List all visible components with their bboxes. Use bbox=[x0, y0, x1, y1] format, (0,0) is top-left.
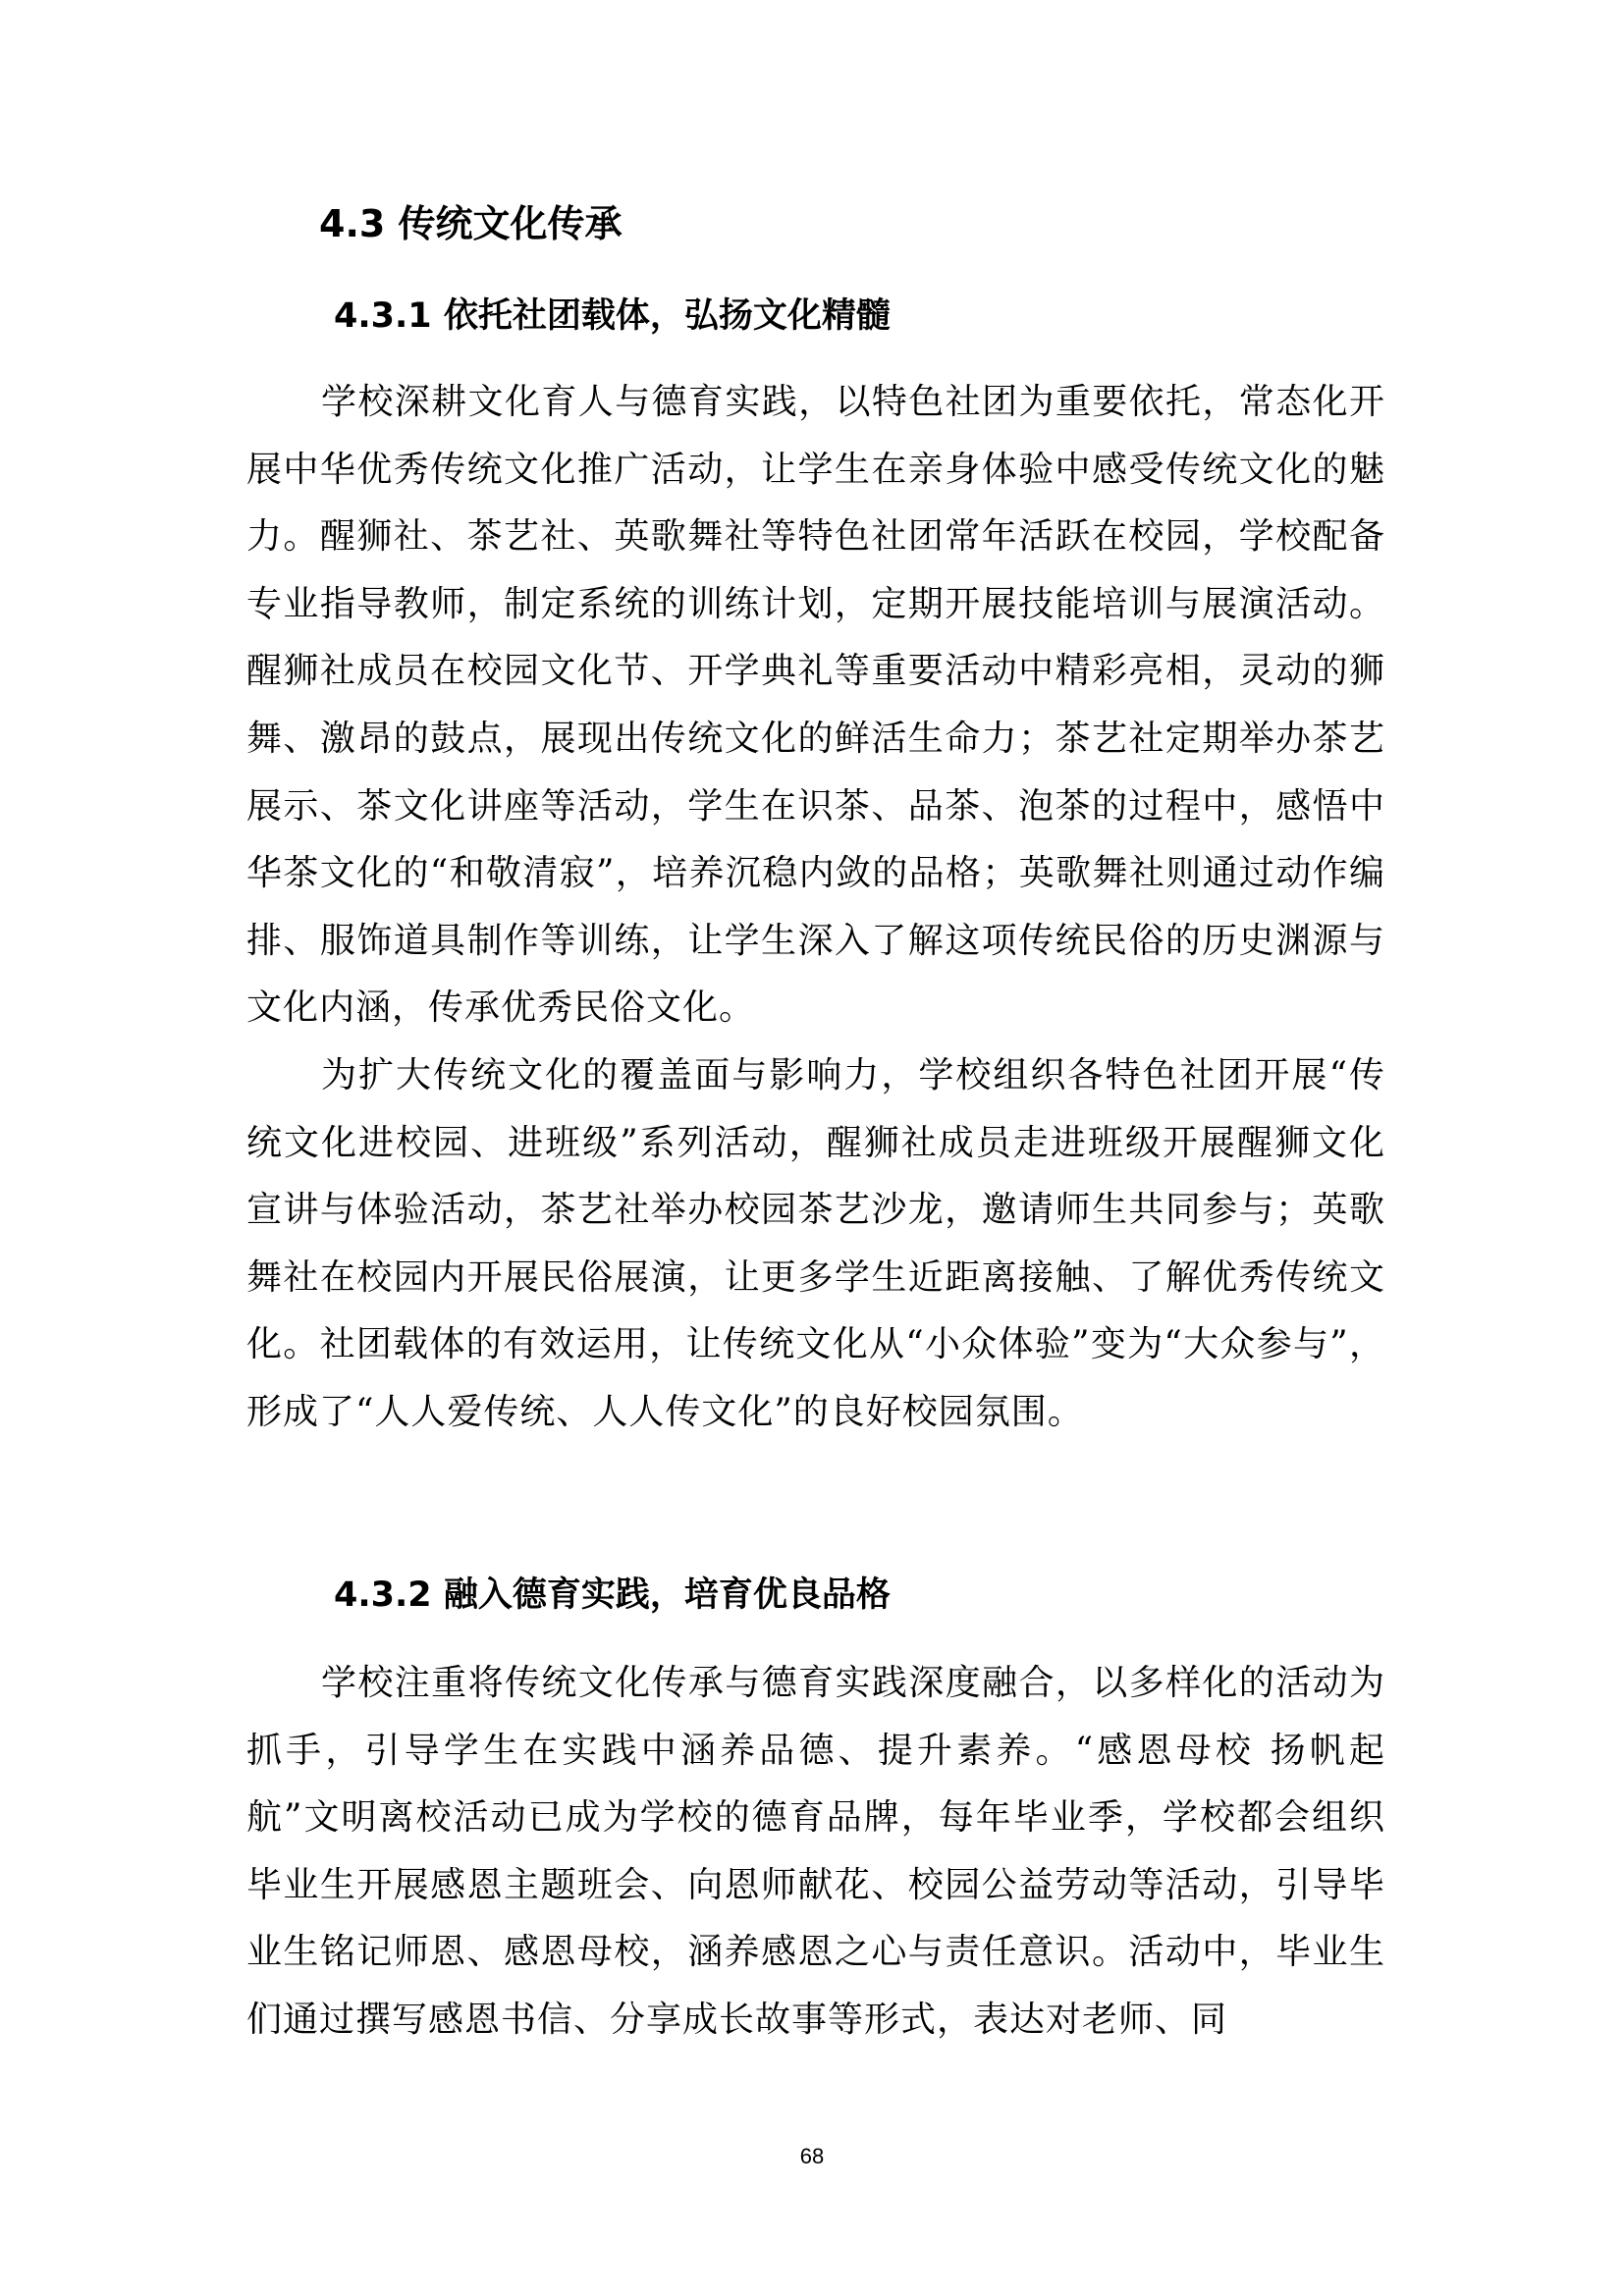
body-paragraph: 学校注重将传统文化传承与德育实践深度融合，以多样化的活动为抓手，引导学生在实践中涵养品德、提升素养。“感恩母校 扬帆起航”文明离校活动已成为学校的德育品牌，每年毕业季，学校都会组织毕业生开展感恩主题班会、向恩师献花、校园公益劳动等活动，引导毕业生铭记师恩、感恩母校，涵养感恩之心与责任意识。活动中，毕业生们通过撰写感恩书信、分享成长故事等形式，表达对老师、同 bbox=[246, 1663, 1385, 2040]
subsection-heading: 4.3.2 融入德育实践，培育优良品格 bbox=[334, 1575, 891, 1615]
subsection-heading: 4.3.1 依托社团载体，弘扬文化精髓 bbox=[334, 296, 891, 336]
body-paragraph: 学校深耕文化育人与德育实践，以特色社团为重要依托，常态化开展中华优秀传统文化推广活动，让学生在亲身体验中感受传统文化的魅力。醒狮社、茶艺社、英歌舞社等特色社团常年活跃在校园，学校配备专业指导教师，制定系统的训练计划，定期开展技能培训与展演活动。醒狮社成员在校园文化节、开学典礼等重要活动中精彩亮相，灵动的狮舞、激昂的鼓点，展现出传统文化的鲜活生命力；茶艺社定期举办茶艺展示、茶文化讲座等活动，学生在识茶、品茶、泡茶的过程中，感悟中华茶文化的“和敬清寂”，培养沉稳内敛的品格；英歌舞社则通过动作编排、服饰道具制作等训练，让学生深入了解这项传统民俗的历史渊源与文化内涵，传承优秀民俗文化。 bbox=[246, 382, 1385, 1029]
section-heading: 4.3 传统文化传承 bbox=[319, 202, 623, 245]
body-paragraph: 为扩大传统文化的覆盖面与影响力，学校组织各特色社团开展“传统文化进校园、进班级”系列活动，醒狮社成员走进班级开展醒狮文化宣讲与体验活动，茶艺社举办校园茶艺沙龙，邀请师生共同参与；英歌舞社在校园内开展民俗展演，让更多学生近距离接触、了解优秀传统文化。社团载体的有效运用，让传统文化从“小众体验”变为“大众参与”，形成了“人人爱传统、人人传文化”的良好校园氛围。 bbox=[246, 1055, 1385, 1432]
page-number: 68 bbox=[799, 2144, 825, 2168]
